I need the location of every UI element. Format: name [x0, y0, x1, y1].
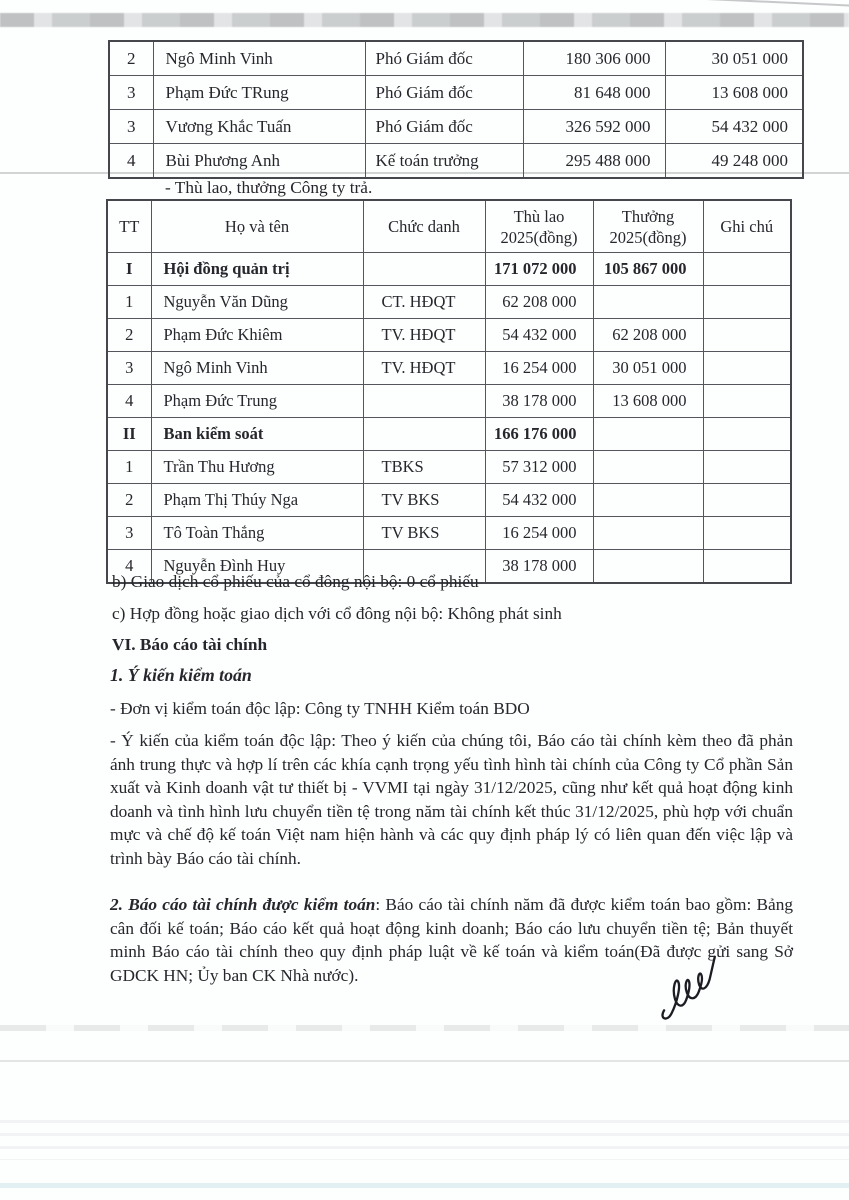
- table-section-row: [107, 253, 791, 286]
- table-cell: 3: [109, 76, 153, 110]
- table-cell: Phó Giám đốc: [365, 76, 523, 110]
- table-cell: Tô Toàn Thắng: [151, 517, 363, 550]
- table-cell: 16 254 000: [485, 352, 593, 385]
- table-cell: 295 488 000: [523, 144, 665, 179]
- table-cell: 38 178 000: [485, 385, 593, 418]
- audit-opinion-paragraph: - Ý kiến của kiểm toán độc lập: Theo ý kiến của chúng tôi, Báo cáo tài chính kèm theo đã phản ánh trung thực và hợp lí trên các khía cạnh trọng yếu tình hình tài chính của Công ty Cổ phần Sản xuất và Kinh doanh vật tư thiết bị - VVMI tại ngày 31/12/2025, cũng như kết quả hoạt động kinh doanh và tình hình lưu chuyển tiền tệ trong năm tài chính kết thúc 31/12/2025, phù hợp với chuẩn mực và chế độ kế toán Việt nam hiện hành và các quy định pháp lý có liên quan đến việc lập và trình bày Báo cáo tài chính.: [110, 731, 793, 868]
- table-section-row: [107, 418, 791, 451]
- table-cell: 1: [107, 286, 151, 319]
- table-cell: [703, 385, 791, 418]
- table-cell: 2: [107, 319, 151, 352]
- table-cell: 49 248 000: [665, 144, 803, 179]
- table-cell: [593, 517, 703, 550]
- table-cell: Bùi Phương Anh: [153, 144, 365, 179]
- auditor-line: - Đơn vị kiểm toán độc lập: Công ty TNHH Kiểm toán BDO: [110, 699, 530, 718]
- scan-artifact-diagonal-line: [690, 0, 849, 7]
- scan-artifact-streak: [0, 1025, 849, 1031]
- table-cell: TBKS: [363, 451, 485, 484]
- table-cell: 4: [109, 144, 153, 179]
- table-cell: Phạm Đức Trung: [151, 385, 363, 418]
- table-row: [107, 484, 791, 517]
- table-cell: 13 608 000: [665, 76, 803, 110]
- table-row: [107, 385, 791, 418]
- table-cell: Phạm Thị Thúy Nga: [151, 484, 363, 517]
- table-cell: [363, 385, 485, 418]
- header-cell-name: Họ và tên: [151, 200, 363, 253]
- table-row: [107, 517, 791, 550]
- table-row: [109, 41, 803, 76]
- table-cell: 2: [109, 41, 153, 76]
- table-cell: [703, 319, 791, 352]
- table-cell: 54 432 000: [485, 319, 593, 352]
- table-cell: 54 432 000: [665, 110, 803, 144]
- header-cell-tt: TT: [107, 200, 151, 253]
- table-row: [107, 451, 791, 484]
- table-cell: [703, 484, 791, 517]
- table-cell: Ngô Minh Vinh: [151, 352, 363, 385]
- table-cell: 166 176 000: [485, 418, 593, 451]
- subsection-2-text: : Báo cáo tài chính năm đã được kiểm toán bao gồm: Bảng cân đối kế toán; Báo cáo kết quả hoạt động kinh doanh; Báo cáo lưu chuyển tiền tệ; Bản thuyết minh Báo cáo tài chính theo quy định pháp luật về kế toán và kiểm toán(Đã được gửi sang Sở GDCK HN; Ủy ban CK Nhà nước).: [110, 895, 793, 985]
- scan-artifact-streak: [0, 1183, 849, 1188]
- table-row: [109, 110, 803, 144]
- table-cell: Ngô Minh Vinh: [153, 41, 365, 76]
- header-cell-bonus: [593, 200, 703, 253]
- scan-artifact-streak: [0, 1060, 849, 1062]
- table-cell: 3: [107, 517, 151, 550]
- table-cell: TV BKS: [363, 517, 485, 550]
- section-vi-heading: VI. Báo cáo tài chính: [112, 635, 268, 654]
- header-bonus-line1: Thưởng: [621, 206, 675, 226]
- table-header-row: [107, 200, 791, 253]
- table-cell: [593, 550, 703, 584]
- scan-artifact-streak: [0, 1120, 849, 1160]
- table-cell: 57 312 000: [485, 451, 593, 484]
- header-cell-position: Chức danh: [363, 200, 485, 253]
- header-cell-note: Ghi chú: [703, 200, 791, 253]
- table-cell: TV. HĐQT: [363, 352, 485, 385]
- table-cell: Trần Thu Hương: [151, 451, 363, 484]
- table-row: [107, 352, 791, 385]
- table-row: [107, 286, 791, 319]
- subsection-2-heading: 2. Báo cáo tài chính được kiểm toán: [110, 895, 376, 914]
- table2-caption: - Thù lao, thưởng Công ty trả.: [165, 178, 373, 197]
- table-cell: [703, 286, 791, 319]
- table-cell: 81 648 000: [523, 76, 665, 110]
- table-cell: Phạm Đức TRung: [153, 76, 365, 110]
- table-cell: 180 306 000: [523, 41, 665, 76]
- table-cell: [703, 517, 791, 550]
- header-cell-pay: [485, 200, 593, 253]
- table-cell: Phó Giám đốc: [365, 110, 523, 144]
- table-cell: 62 208 000: [593, 319, 703, 352]
- table-cell: CT. HĐQT: [363, 286, 485, 319]
- table-cell: 54 432 000: [485, 484, 593, 517]
- table-cell: 16 254 000: [485, 517, 593, 550]
- table-cell: I: [107, 253, 151, 286]
- table-cell: 326 592 000: [523, 110, 665, 144]
- table-cell: [593, 418, 703, 451]
- table-cell: 2: [107, 484, 151, 517]
- note-b-line: b) Giao dịch cổ phiếu của cổ đông nội bộ: 0 cổ phiếu: [112, 572, 479, 591]
- table-cell: TV. HĐQT: [363, 319, 485, 352]
- table-cell: 4: [107, 550, 151, 584]
- table-row: [109, 144, 803, 179]
- scan-artifact-top-band: [0, 13, 849, 27]
- table-cell: [593, 484, 703, 517]
- table-cell: [593, 451, 703, 484]
- table-cell: [703, 253, 791, 286]
- table-cell: [703, 418, 791, 451]
- table-cell: [703, 451, 791, 484]
- header-pay-line2: 2025(đồng): [500, 227, 578, 247]
- table-cell: [363, 253, 485, 286]
- table-cell: Nguyễn Văn Dũng: [151, 286, 363, 319]
- signature-scribble: [643, 954, 727, 1024]
- table-cell: Phó Giám đốc: [365, 41, 523, 76]
- table-cell: [363, 418, 485, 451]
- table-cell: [703, 550, 791, 584]
- table-cell: 3: [109, 110, 153, 144]
- table-cell: [703, 352, 791, 385]
- table-row: [107, 319, 791, 352]
- table-cell: 13 608 000: [593, 385, 703, 418]
- note-c-line: c) Hợp đồng hoặc giao dịch với cổ đông nội bộ: Không phát sinh: [112, 604, 562, 623]
- table-cell: Ban kiểm soát: [151, 418, 363, 451]
- table-cell: 1: [107, 451, 151, 484]
- table-cell: Nguyễn Đình Huy: [151, 550, 363, 584]
- table-cell: Phạm Đức Khiêm: [151, 319, 363, 352]
- table-cell: Hội đồng quản trị: [151, 253, 363, 286]
- header-bonus-line2: 2025(đồng): [609, 227, 687, 247]
- table-cell: II: [107, 418, 151, 451]
- table-cell: Kế toán trưởng: [365, 144, 523, 179]
- subsection-1-heading: 1. Ý kiến kiểm toán: [110, 665, 252, 685]
- table-cell: 62 208 000: [485, 286, 593, 319]
- table-cell: 171 072 000: [485, 253, 593, 286]
- executive-remuneration-table: [108, 40, 804, 179]
- table-row: [109, 76, 803, 110]
- table-cell: 30 051 000: [593, 352, 703, 385]
- table-cell: Vương Khắc Tuấn: [153, 110, 365, 144]
- board-remuneration-table: [106, 199, 792, 584]
- table-cell: 105 867 000: [593, 253, 703, 286]
- table-cell: [593, 286, 703, 319]
- table-cell: 4: [107, 385, 151, 418]
- header-pay-line1: Thù lao: [513, 206, 565, 226]
- table-cell: 30 051 000: [665, 41, 803, 76]
- table-cell: TV BKS: [363, 484, 485, 517]
- table-cell: 3: [107, 352, 151, 385]
- table-cell: 38 178 000: [485, 550, 593, 584]
